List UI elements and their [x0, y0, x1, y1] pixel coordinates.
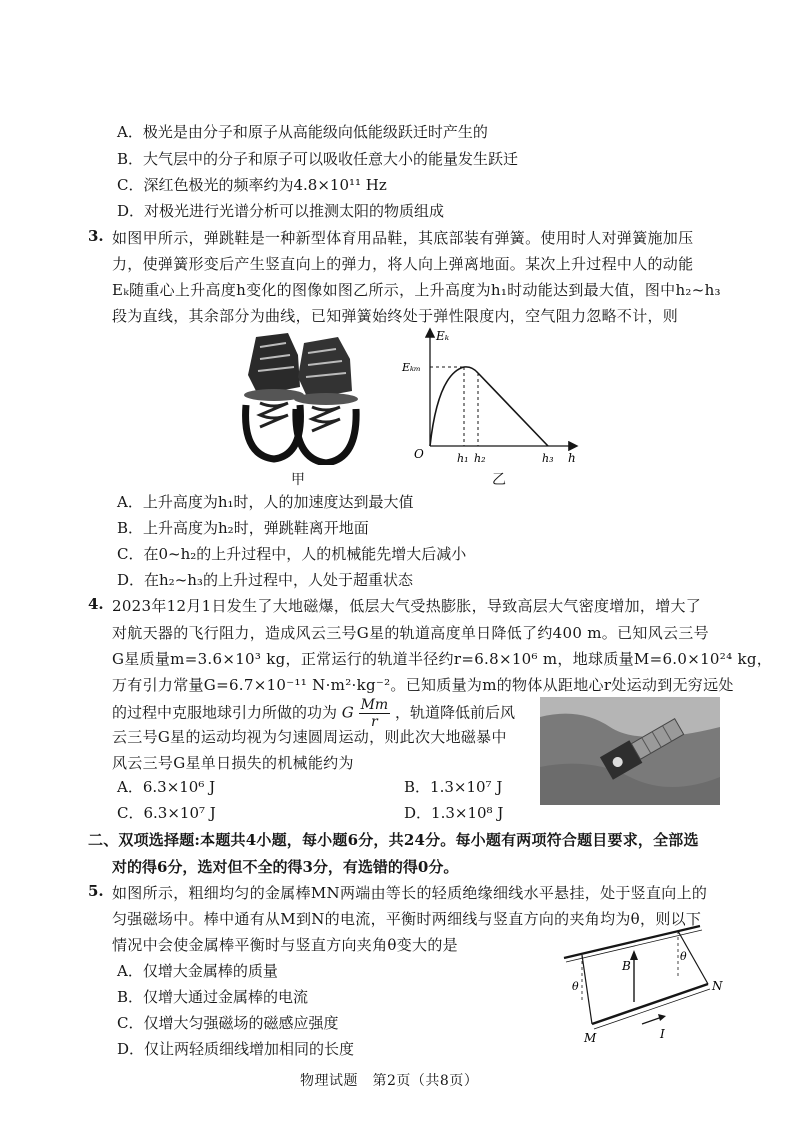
theta-right-label: θ: [680, 950, 687, 963]
q5-line-1: 如图所示，粗细均匀的金属棒MN两端由等长的轻质绝缘细线水平悬挂，处于竖直向上的: [112, 884, 708, 902]
q4-option-b: B．1.3×10⁷ J: [404, 778, 503, 796]
q4-line-6: 云三号G星的运动均视为匀速圆周运动，则此次大地磁暴中: [112, 728, 507, 746]
graph-ekm-label: Eₖₘ: [402, 361, 421, 374]
end-m-label: M: [584, 1031, 597, 1045]
figure-yi-label: 乙: [492, 472, 506, 488]
q4-line-4: 万有引力常量G=6.7×10⁻¹¹ N·m²·kg⁻²。已知质量为m的物体从距地心r处运动到无穷远处: [112, 676, 734, 694]
q3-option-c: C．在0~h₂的上升过程中，人的机械能先增大后减小: [117, 545, 467, 563]
q3-line-3: Eₖ随重心上升高度h变化的图像如图乙所示，上升高度为h₁时动能达到最大值，图中h₂~h₃: [112, 281, 721, 299]
q5-number: 5.: [88, 882, 104, 900]
current-i-label: I: [660, 1027, 665, 1041]
formula-denominator: r: [371, 714, 378, 730]
q4-option-d: D．1.3×10⁸ J: [404, 804, 504, 822]
graph-x-axis-label: h: [568, 451, 576, 465]
section-2-heading: 二、双项选择题:本题共4小题，每小题6分，共24分。每小题有两项符合题目要求，全部选: [88, 831, 699, 849]
q2-option-a: A．极光是由分子和原子从高能级向低能级跃迁时产生的: [117, 123, 488, 141]
satellite-photo: [540, 697, 720, 805]
q2-option-c: C．深红色极光的频率约为4.8×10¹¹ Hz: [117, 176, 387, 194]
jumping-shoes-photo: [238, 325, 370, 465]
q5-option-b: B．仅增大通过金属棒的电流: [117, 988, 309, 1006]
q3-option-a: A．上升高度为h₁时，人的加速度达到最大值: [117, 493, 414, 511]
formula-numerator: Mm: [360, 697, 389, 713]
q5-option-c: C．仅增大匀强磁场的磁感应强度: [117, 1014, 339, 1032]
q4-line-5-post: ，轨道降低前后风: [394, 703, 515, 722]
formula-g: G: [341, 703, 354, 722]
q3-line-1: 如图甲所示，弹跳鞋是一种新型体育用品鞋，其底部装有弹簧。使用时人对弹簧施加压: [112, 229, 694, 247]
q3-option-d: D．在h₂~h₃的上升过程中，人处于超重状态: [117, 571, 413, 589]
graph-h1-label: h₁: [457, 452, 469, 465]
figure-jia-label: 甲: [291, 472, 305, 488]
graph-h3-label: h₃: [542, 452, 554, 465]
q4-line-5-pre: 的过程中克服地球引力所做的功为: [112, 703, 338, 722]
q4-line-3: G星质量m=3.6×10³ kg，正常运行的轨道半径约r=6.8×10⁶ m，地球质量M=6.0×10²⁴ kg，: [112, 650, 773, 668]
metal-rod-figure: [560, 920, 730, 1045]
graph-origin-label: O: [414, 447, 424, 461]
field-b-label: B: [622, 959, 631, 973]
q4-line-2: 对航天器的飞行阻力，造成风云三号G星的轨道高度单日降低了约400 m。已知风云三号: [112, 624, 709, 642]
q5-option-d: D．仅让两轻质细线增加相同的长度: [117, 1040, 355, 1058]
q3-number: 3.: [88, 227, 104, 245]
q5-line-2: 匀强磁场中。棒中通有从M到N的电流，平衡时两细线与竖直方向的夹角均为θ，则以下: [112, 910, 702, 928]
ek-h-graph: [398, 326, 590, 468]
q5-option-a: A．仅增大金属棒的质量: [117, 962, 278, 980]
q2-option-b: B．大气层中的分子和原子可以吸收任意大小的能量发生跃迁: [117, 150, 519, 168]
page-footer: 物理试题 第2页（共8页）: [300, 1073, 479, 1089]
section-2-heading-cont: 对的得6分，选对但不全的得3分，有选错的得0分。: [112, 858, 459, 876]
q2-option-d: D．对极光进行光谱分析可以推测太阳的物质组成: [117, 202, 445, 220]
end-n-label: N: [712, 979, 723, 993]
q3-line-4: 段为直线，其余部分为曲线，已知弹簧始终处于弹性限度内，空气阻力忽略不计，则: [112, 307, 679, 325]
q4-option-a: A．6.3×10⁶ J: [117, 778, 216, 796]
graph-y-axis-label: Eₖ: [436, 329, 450, 343]
q5-line-3: 情况中会使金属棒平衡时与竖直方向夹角θ变大的是: [112, 936, 458, 954]
theta-left-label: θ: [572, 980, 579, 993]
q4-number: 4.: [88, 595, 104, 613]
q4-line-7: 风云三号G星单日损失的机械能约为: [112, 754, 354, 772]
q3-line-2: 力，使弹簧形变后产生竖直向上的弹力，将人向上弹离地面。某次上升过程中人的动能: [112, 255, 694, 273]
q3-option-b: B．上升高度为h₂时，弹跳鞋离开地面: [117, 519, 369, 537]
q4-line-1: 2023年12月1日发生了大地磁爆，低层大气受热膨胀，导致高层大气密度增加，增大了: [112, 597, 702, 615]
q4-option-c: C．6.3×10⁷ J: [117, 804, 216, 822]
graph-h2-label: h₂: [474, 452, 486, 465]
